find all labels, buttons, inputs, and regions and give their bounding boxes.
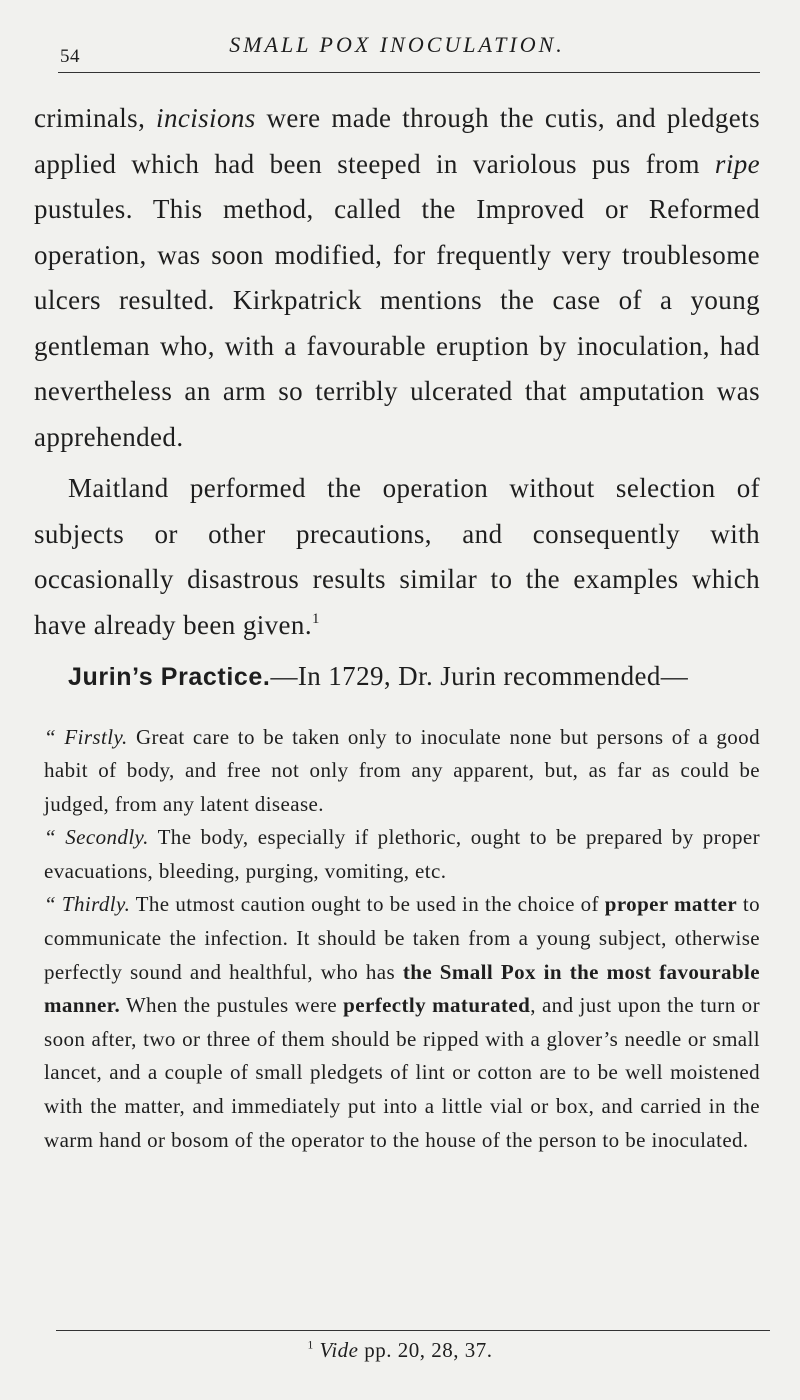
text-run: to communicate the infection. It should be taken from a young subject, otherwise perfectly sound and healthful, who has xyxy=(44,892,760,984)
quotation-block xyxy=(44,721,760,1158)
text-run: Great care to be taken only to inoculate none but persons of a good habit of body, and free not only from any apparent, but, as far as could be judged, from any latent disease. xyxy=(44,724,760,816)
quote-firstly xyxy=(44,721,760,822)
italic-incisions: incisions xyxy=(156,103,256,133)
text-run: Maitland performed the operation without selection of subjects or other precautions, and consequently with occasionally disastrous results similar to the examples which have already been given. xyxy=(34,473,760,640)
quote-lead: “ Thirdly. xyxy=(44,892,131,917)
bold-phrase: perfectly maturated xyxy=(343,993,531,1018)
bold-phrase: the Small Pox in the most favourable manner. xyxy=(44,959,760,1018)
text-run: —In 1729, Dr. Jurin recommended— xyxy=(270,661,689,691)
main-text xyxy=(34,96,760,701)
footnote-vide: Vide xyxy=(319,1338,359,1362)
text-run: criminals, xyxy=(34,103,157,133)
text-run: pustules. This method, called the Improved or Reformed operation, was soon modified, for frequently very troublesome ulcers resulted. Kirkpatrick mentions the case of a young gentleman who, with a favourable eruption by inoculation, had nevertheless an arm so terribly ulcerated that amputation was apprehended. xyxy=(34,194,760,452)
paragraph-improved-operation xyxy=(34,96,760,460)
footnote-text: pp. 20, 28, 37. xyxy=(358,1338,493,1362)
running-head: SMALL POX INOCULATION. xyxy=(229,32,565,57)
paragraph-jurin xyxy=(34,654,760,701)
quote-secondly xyxy=(44,821,760,888)
quote-lead: “ Firstly. xyxy=(44,724,128,749)
quote-thirdly xyxy=(44,888,760,1157)
text-run: The body, especially if plethoric, ought to be prepared by proper evacuations, bleeding, purging, vomiting, etc. xyxy=(44,825,760,883)
quote-lead: “ Secondly. xyxy=(44,825,149,850)
footnote-marker: 1 xyxy=(307,1339,314,1352)
text-run: , and just upon the turn or soon after, two or three of them should be ripped with a glover’s needle or small lancet, and a couple of small pledgets of lint or cotton are to be well moistened with the matter, and immediately put into a little vial or box, and carried in the warm hand or bosom of the operator to the house of the person to be inoculated. xyxy=(44,993,760,1152)
paragraph-maitland xyxy=(34,466,760,648)
text-run: were made through the cutis, and pledgets applied which had been steeped in variolous pus from xyxy=(34,103,760,179)
footnote-reference: 1 xyxy=(311,610,320,627)
footnote xyxy=(0,1338,800,1363)
footnote-rule xyxy=(56,1330,770,1331)
bold-phrase: proper matter xyxy=(604,892,738,917)
italic-ripe: ripe xyxy=(714,148,760,179)
text-run: When the pustules were xyxy=(120,993,344,1018)
header-rule xyxy=(58,72,760,73)
page-number: 54 xyxy=(60,46,80,67)
section-heading: Jurin’s Practice. xyxy=(68,663,271,691)
page-header xyxy=(34,0,760,74)
text-run: The utmost caution ought to be used in the choice of xyxy=(130,892,605,917)
